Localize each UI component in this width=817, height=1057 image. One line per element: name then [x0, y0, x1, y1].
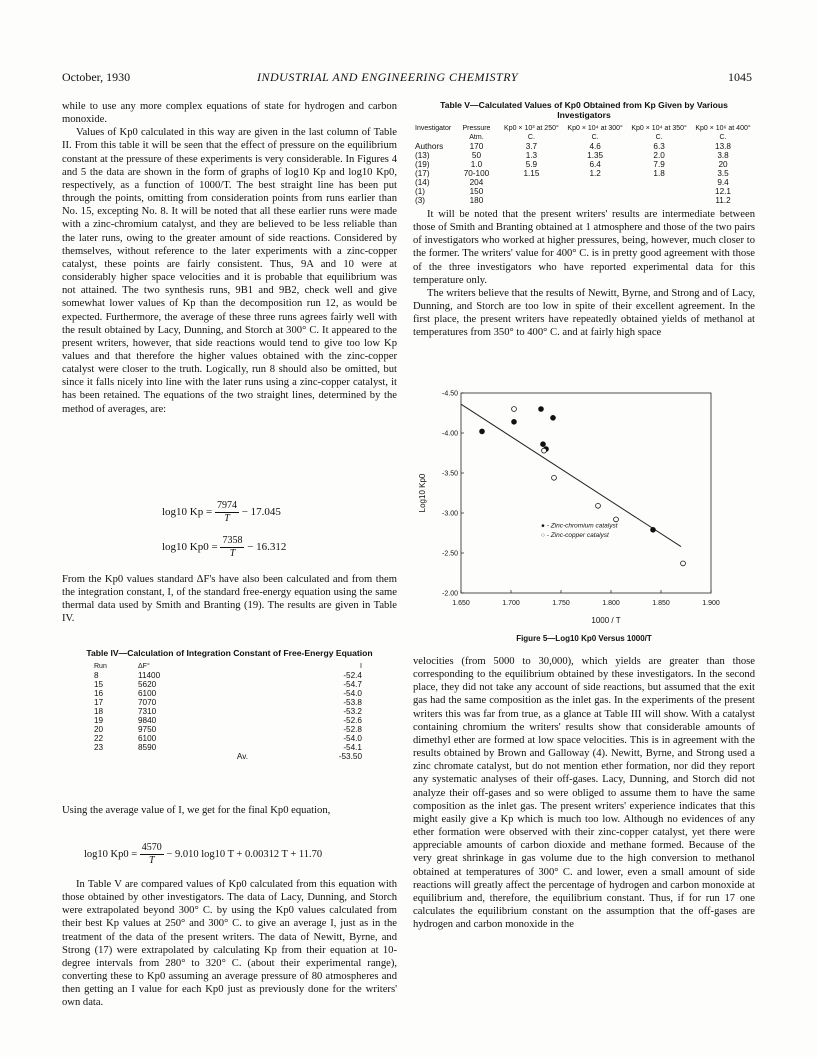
fraction: [220, 535, 244, 560]
table-cell: [627, 187, 691, 196]
left-column-bottom-b: [62, 878, 397, 1010]
y-tick-label: -2.00: [442, 590, 458, 598]
table-cell: 11400: [138, 671, 161, 680]
equation-kp: [162, 500, 281, 525]
figure-5-chart: [413, 385, 755, 650]
data-point-zinc-copper: [614, 517, 619, 522]
x-tick-label: 1.800: [602, 600, 620, 607]
x-tick-label: 1.750: [552, 600, 570, 607]
table-cell: 8590: [138, 743, 157, 752]
table-cell: (1): [415, 187, 426, 196]
table-row: [413, 169, 755, 178]
header-date: October, 1930: [62, 70, 131, 84]
table-cell: [500, 178, 563, 187]
table-cell: [627, 178, 691, 187]
table-cell: (3): [415, 196, 426, 205]
table-cell: 11.2: [715, 196, 731, 205]
table-cell: 9840: [138, 716, 157, 725]
table-cell: 5.9: [525, 160, 538, 169]
y-tick-label: -3.50: [442, 470, 458, 478]
table-cell: 8: [94, 671, 99, 680]
table-cell: (17): [415, 169, 430, 178]
table-cell: 1.15: [523, 169, 540, 178]
table-cell: -54.0: [343, 689, 362, 698]
column-header: Investigator: [415, 125, 452, 132]
table-row: [92, 716, 364, 725]
data-point-zinc-copper: [596, 503, 601, 508]
table-row: [413, 196, 755, 205]
equation-lhs: log10 Kp =: [162, 506, 213, 519]
equation-rest: − 16.312: [247, 541, 287, 554]
table-cell: 170: [469, 142, 484, 151]
numerator: 7358: [222, 535, 243, 546]
left-column-middle: [62, 573, 397, 626]
data-point-zinc-copper: [681, 561, 686, 566]
table-cell: 16: [94, 689, 104, 698]
table-cell: 15: [94, 680, 104, 689]
table-cell: 3.5: [717, 169, 729, 178]
x-tick-label: 1.650: [452, 600, 470, 607]
table-cell: 1.8: [653, 169, 665, 178]
paragraph: while to use any more complex equations of state for hydrogen and carbon monoxide.: [62, 101, 397, 126]
paragraph: The writers believe that the results of Newitt, Byrne, and Strong and of Lacy, Dunning, and Storch are too low in spite of their excellent agreement. In the first place, the present writers have repeatedly obtained yields of methanol at temperatures from 350° to 400° C. and at fairly high space: [413, 287, 755, 339]
table-cell: 19: [94, 716, 104, 725]
x-tick-label: 1.700: [502, 600, 520, 607]
table-cell: 50: [471, 151, 481, 160]
figure-caption: Figure 5—Log10 Kp0 Versus 1000/T: [516, 634, 652, 643]
table-row: [413, 142, 755, 151]
table-cell: [563, 187, 627, 196]
column-header: Kp0 × 10⁴ at 300° C.: [567, 125, 623, 141]
paragraph: It will be noted that the present writers' results are intermediate between those of Smith and Branting obtained at 1 atmosphere and those of the two pairs of investigators who worked at higher pressures, being, however, much closer to the former. The writers' value for 400° C. is in pretty good agreement with those of the three investigators who have reported experimental data for this temperature only.: [413, 209, 755, 286]
paragraph: Using the average value of I, we get for the final Kp0 equation,: [62, 805, 331, 816]
table-cell: (13): [415, 151, 430, 160]
average-label: Av.: [236, 752, 248, 761]
table-cell: 4.6: [589, 142, 601, 151]
y-tick-label: -2.50: [442, 550, 458, 558]
table-cell: 1.3: [525, 151, 538, 160]
table-cell: 20: [718, 160, 728, 169]
table-caption: Table IV—Calculation of Integration Constant of Free-Energy Equation: [86, 648, 373, 658]
paragraph: In Table V are compared values of Kp0 calculated from this equation with those obtained by other investigators. The data of Lacy, Dunning, and Storch were extrapolated beyond 300° C. by using the Kp0 values calculated from their best Kp values at 250° and 300° C. to give an average I, just as in the treatment of the data of the present writers. The data of Newitt, Byrne, and Strong (17) were extrapolated by calculating Kp from their equation at 10-degree intervals from 280° to 320° C. (about their experimental range), converting these to Kp0 assuming an average pressure of 80 atmospheres and then getting an I value for each Kp0 just as previously done for the writers' own data.: [62, 879, 397, 1009]
paragraph: velocities (from 5000 to 30,000), which yields are greater than those corresponding to the equilibrium obtained by these investigators. In the second place, they did not take any account of side reactions, but assumed that the exit gas had the same composition as the inlet gas. In the experiments of the present writers this was far from true, as a glance at Table III will show. With a catalyst containing chromium the writers' results show that considerable amounts of dimethyl ether are formed at low space velocities. This is in agreement with the results obtained by Brown and Galloway (4). Newitt, Byrne, and Strong used a zinc chromate catalyst, but do not mention ether formation, nor did they report any systematic analyses of their off-gases. Lacy, Dunning, and Storch did not analyze their off-gases and so were obliged to assume them to have the same composition as the inlet gas. The present writers' experience indicates that this might easily give a Kp which is much too low. Although no evidences of any ether formation were observed with their zinc-copper catalyst, yet there were appreciable amounts of carbon dioxide and methane formed. Because of the very great shrinkage in gas volume due to the high conversion to methanol obtained at temperatures of 300° C. and lower, even a small amount of side reactions will greatly affect the percentage of hydrogen and carbon monoxide at equilibrium and, therefore, the equilibrium constant. Thus, if for run 17 one calculates the equilibrium constant on the assumption that the off-gases are hydrogen and carbon monoxide in the: [413, 656, 755, 931]
x-tick-label: 1.850: [652, 600, 670, 607]
header-journal: INDUSTRIAL AND ENGINEERING CHEMISTRY: [257, 70, 519, 84]
y-axis-label: Log10 Kp0: [418, 473, 427, 513]
denominator: T: [229, 548, 236, 559]
column-header: I: [360, 663, 362, 670]
equation-rest: − 17.045: [241, 506, 281, 519]
left-column-bottom-a: [62, 804, 397, 817]
table-row: [92, 698, 364, 707]
data-table: [92, 662, 364, 761]
table-cell: 17: [94, 698, 104, 707]
data-point-zinc-copper: [552, 475, 557, 480]
table-cell: 204: [469, 178, 484, 187]
table-cell: -54.7: [343, 680, 362, 689]
table-row: [92, 671, 364, 680]
fraction: [140, 842, 164, 867]
table-cell: 180: [469, 196, 484, 205]
table-row: [92, 743, 364, 752]
table-cell: 70-100: [463, 169, 490, 178]
table-cell: 6.3: [653, 142, 665, 151]
paragraph: Values of Kp0 calculated in this way are given in the last column of Table II. From this table it will be seen that the effect of pressure on the equilibrium constant at the pressure of these experiments is very considerable. In Figures 4 and 5 the data are shown in the form of graphs of log10 Kp and log10 Kp0, respectively, as a function of 1000/T. The best straight line has been put through the points, omitting from consideration points from runs earlier than No. 15, excepting No. 8. It will be noted that all these earlier runs were made with a zinc-chromium catalyst, and they are believed to be less reliable than the later runs, owing to the greater amount of side reactions. Considered by themselves, without reference to the later experiments with a zinc-copper catalyst, these points are fairly consistent. Thus, 9A and 10 were at considerably higher space velocities and it is probable that equilibrium was not attained. The two synthesis runs, 9B1 and 9B2, check well and give somewhat lower values of Kp than the decomposition run 12, as would be expected. Furthermore, the average of these three runs agrees fairly well with the result obtained by Lacy, Dunning, and Storch at 300° C. It appeared to the present writers, however, that side reactions would tend to give too low Kp values and that therefore the higher values obtained with the zinc-copper catalyst were closer to the truth. Logically, run 8 should also be omitted, but since it falls nicely into line with the later runs using a zinc-copper catalyst, it has been retained. The equations of the two straight lines, determined by the method of averages, are:: [62, 127, 397, 415]
table-cell: 18: [94, 707, 104, 716]
data-point-zinc-chromium: [551, 415, 556, 420]
table-cell: [627, 196, 691, 205]
table-cell: 7310: [138, 707, 157, 716]
table-cell: 5620: [138, 680, 157, 689]
table-cell: (14): [415, 178, 430, 187]
equation-lhs: log10 Kp0 =: [84, 848, 138, 860]
table-cell: -54.1: [343, 743, 362, 752]
table-cell: 7070: [138, 698, 157, 707]
table-cell: 23: [94, 743, 104, 752]
column-header: Run: [94, 663, 107, 670]
table-cell: [563, 196, 627, 205]
y-tick-label: -4.00: [442, 430, 458, 438]
equation-lhs: log10 Kp0 =: [162, 541, 218, 554]
table-cell: 6100: [138, 689, 157, 698]
data-point-zinc-copper: [512, 407, 517, 412]
table-cell: 1.0: [470, 160, 483, 169]
table-row: [92, 734, 364, 743]
table-row: [413, 160, 755, 169]
equation-kp0: [162, 535, 286, 560]
table-row: [92, 707, 364, 716]
table-row: [413, 178, 755, 187]
table-cell: 3.8: [717, 151, 729, 160]
average-value: -53.50: [338, 752, 362, 761]
table-cell: -53.2: [343, 707, 362, 716]
right-column-bottom: [413, 655, 755, 931]
column-header: Kp0 × 10³ at 250° C.: [504, 125, 559, 141]
table-iv: [62, 648, 397, 761]
table-cell: 22: [94, 734, 104, 743]
table-cell: 6100: [138, 734, 157, 743]
table-caption: Table V—Calculated Values of Kp0 Obtained from Kp Given by Various Investigators: [440, 100, 728, 120]
table-cell: -52.8: [343, 725, 362, 734]
table-cell: -53.8: [343, 698, 362, 707]
column-header: Kp0 × 10⁶ at 400° C.: [695, 125, 751, 141]
data-point-zinc-chromium: [480, 429, 485, 434]
plot-frame: [461, 393, 711, 593]
table-cell: 20: [94, 725, 104, 734]
table-cell: 9.4: [717, 178, 729, 187]
data-point-zinc-chromium: [512, 419, 517, 424]
table-cell: 150: [469, 187, 484, 196]
legend-zinc-copper: ○ - Zinc-copper catalyst: [541, 532, 609, 539]
y-tick-label: -3.00: [442, 510, 458, 518]
equation-rest: − 9.010 log10 T + 0.00312 T + 11.70: [166, 848, 323, 860]
table-cell: 3.7: [525, 142, 538, 151]
table-cell: 7.9: [653, 160, 665, 169]
numerator: 7974: [216, 500, 237, 511]
table-cell: [563, 178, 627, 187]
data-point-zinc-chromium: [539, 407, 544, 412]
table-cell: -54.0: [343, 734, 362, 743]
data-point-zinc-chromium: [651, 527, 656, 532]
table-row: [92, 689, 364, 698]
right-column-top: [413, 208, 755, 340]
table-cell: -52.4: [343, 671, 362, 680]
table-row: [92, 680, 364, 689]
table-cell: 1.2: [589, 169, 601, 178]
denominator: T: [149, 855, 155, 866]
equation-final: [84, 842, 322, 867]
table-cell: 6.4: [589, 160, 601, 169]
y-tick-label: -4.50: [442, 390, 458, 398]
data-table: [413, 124, 755, 205]
data-point-zinc-copper: [542, 448, 547, 453]
table-row: [413, 151, 755, 160]
left-column-top: [62, 100, 397, 416]
table-cell: 9750: [138, 725, 157, 734]
table-cell: 12.1: [715, 187, 731, 196]
table-cell: [500, 196, 563, 205]
header-page-number: 1045: [728, 70, 752, 84]
x-tick-label: 1.900: [702, 600, 720, 607]
denominator: T: [224, 513, 230, 524]
fraction: [215, 500, 239, 525]
column-header: Pressure Atm.: [462, 125, 491, 141]
data-point-zinc-chromium: [541, 442, 546, 447]
numerator: 4570: [141, 842, 162, 853]
table-row: [413, 187, 755, 196]
table-row: [92, 725, 364, 734]
column-header: Kp0 × 10⁴ at 350° C.: [631, 125, 687, 141]
paragraph: From the Kp0 values standard ΔF's have also been calculated and from them the integration constant, I, of the standard free-energy equation using the same thermal data used by Smith and Branting (19). The results are given in Table IV.: [62, 574, 397, 625]
legend-zinc-chromium: ● - Zinc-chromium catalyst: [541, 522, 618, 530]
table-cell: -52.6: [343, 716, 362, 725]
table-cell: Authors: [415, 142, 444, 151]
table-cell: 2.0: [653, 151, 665, 160]
table-cell: 13.8: [715, 142, 731, 151]
column-header: ΔF°: [138, 663, 150, 670]
table-cell: 1.35: [587, 151, 604, 160]
table-row-average: [92, 752, 364, 761]
table-cell: [500, 187, 563, 196]
table-cell: (19): [415, 160, 430, 169]
table-v: [413, 100, 755, 205]
x-axis-label: 1000 / T: [591, 616, 621, 625]
